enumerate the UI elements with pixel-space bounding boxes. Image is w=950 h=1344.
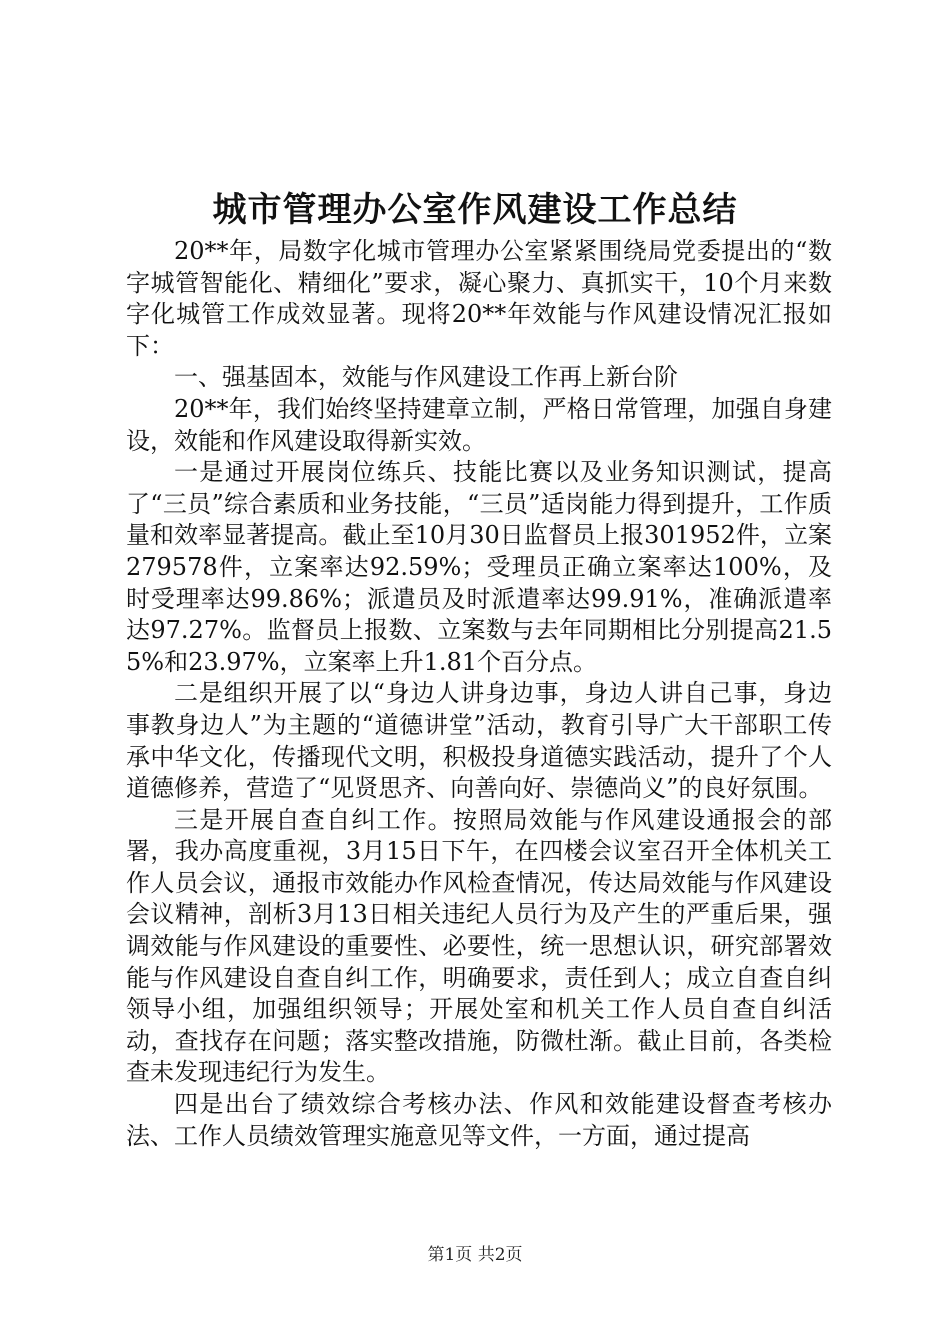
paragraph-summary: 20**年，我们始终坚持建章立制，严格日常管理，加强自身建设，效能和作风建设取得新实效。 (126, 394, 832, 455)
document-body (126, 236, 832, 1152)
paragraph-point-4: 四是出台了绩效综合考核办法、作风和效能建设督查考核办法、工作人员绩效管理实施意见等文件，一方面，通过提高 (126, 1090, 832, 1150)
section-heading-1: 一、强基固本，效能与作风建设工作再上新台阶 (174, 363, 678, 392)
paragraph-point-3: 三是开展自查自纠工作。按照局效能与作风建设通报会的部署，我办高度重视，3月15日下午，在四楼会议室召开全体机关工作人员会议，通报市效能办作风检查情况，传达局效能与作风建设会议精神，剖析3月13日相关违纪人员行为及产生的严重后果，强调效能与作风建设的重要性、必要性，统一思想认识，研究部署效能与作风建设自查自纠工作，明确要求，责任到人；成立自查自纠领导小组，加强组织领导；开展处室和机关工作人员自查自纠活动，查找存在问题；落实整改措施，防微杜渐。截止目前，各类检查未发现违纪行为发生。 (126, 805, 832, 1087)
paragraph-intro: 20**年，局数字化城市管理办公室紧紧围绕局党委提出的“数字城管智能化、精细化”要求，凝心聚力、真抓实干，10个月来数字化城管工作成效显著。现将20**年效能与作风建设情况汇报如下： (126, 237, 832, 360)
page-number-footer: 第1页 共2页 (427, 1245, 523, 1265)
paragraph-point-1: 一是通过开展岗位练兵、技能比赛以及业务知识测试，提高了“三员”综合素质和业务技能，“三员”适岗能力得到提升，工作质量和效率显著提高。截止至10月30日监督员上报301952件，立案279578件，立案率达92.59%；受理员正确立案率达100%，及时受理率达99.86%；派遣员及时派遣率达99.91%，准确派遣率达97.27%。监督员上报数、立案数与去年同期相比分别提高21.55%和23.97%，立案率上升1.81个百分点。 (126, 458, 832, 676)
paragraph-point-2: 二是组织开展了以“身边人讲身边事，身边人讲自己事，身边事教身边人”为主题的“道德讲堂”活动，教育引导广大干部职工传承中华文化，传播现代文明，积极投身道德实践活动，提升了个人道德修养，营造了“见贤思齐、向善向好、崇德尚义”的良好氛围。 (126, 679, 832, 803)
document-title: 城市管理办公室作风建设工作总结 (212, 190, 738, 230)
